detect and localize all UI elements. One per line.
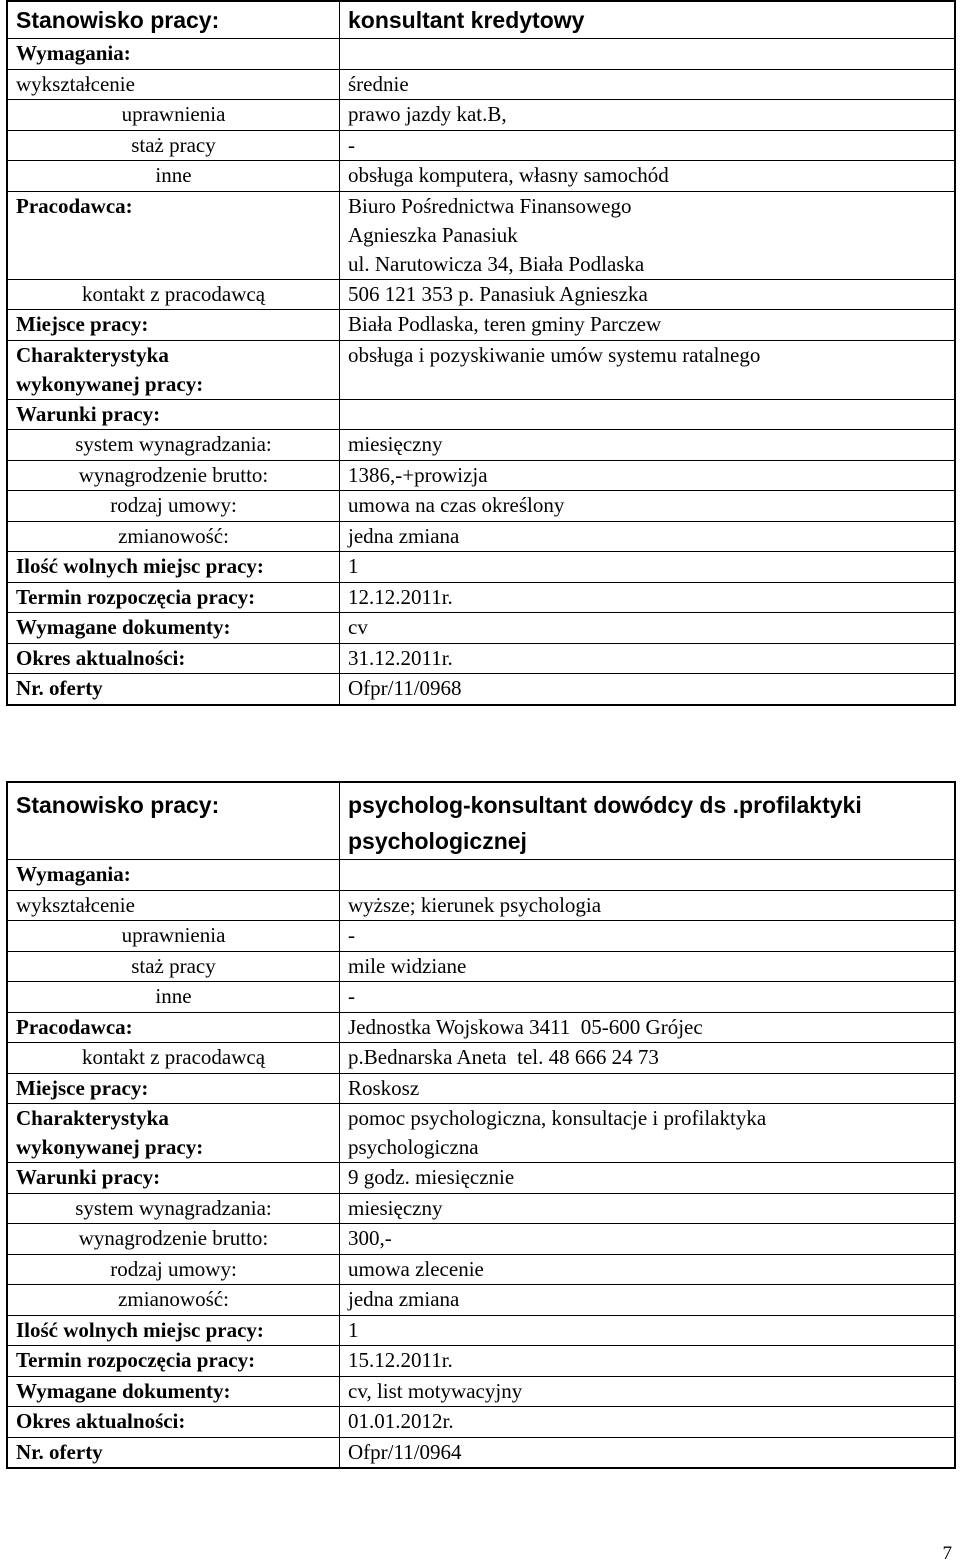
pracodawca-line: Biuro Pośrednictwa Finansowego bbox=[348, 193, 632, 218]
termin-label: Termin rozpoczęcia pracy: bbox=[8, 1346, 340, 1377]
inne-label: inne bbox=[8, 982, 340, 1013]
charakterystyka-label-line: Charakterystyka bbox=[16, 342, 169, 367]
charakterystyka-label-line: Charakterystyka bbox=[16, 1106, 169, 1130]
offer-table bbox=[7, 1, 955, 705]
row-nr bbox=[8, 1437, 955, 1468]
stanowisko-label: Stanowisko pracy: bbox=[8, 2, 340, 39]
charakterystyka-line: pomoc psychologiczna, konsultacje i profilaktyka bbox=[348, 1106, 767, 1130]
job-offer-card bbox=[6, 0, 956, 706]
charakterystyka-value bbox=[340, 1104, 955, 1163]
job-offer-card bbox=[6, 781, 956, 1469]
inne-label: inne bbox=[8, 161, 340, 192]
warunki-label: Warunki pracy: bbox=[8, 1163, 340, 1194]
wynagrodzenie-value: 1386,-+prowizja bbox=[340, 460, 955, 491]
row-stanowisko bbox=[8, 783, 955, 860]
stanowisko-line: psycholog-konsultant dowódcy ds .profilaktyki bbox=[348, 792, 862, 818]
uprawnienia-label: uprawnienia bbox=[8, 921, 340, 952]
nr-label: Nr. oferty bbox=[8, 674, 340, 705]
okres-label: Okres aktualności: bbox=[8, 643, 340, 674]
row-rodzaj bbox=[8, 491, 955, 522]
uprawnienia-label: uprawnienia bbox=[8, 100, 340, 131]
charakterystyka-value bbox=[340, 340, 955, 399]
miejsce-label: Miejsce pracy: bbox=[8, 1073, 340, 1104]
wymagania-value bbox=[340, 860, 955, 891]
ilosc-value: 1 bbox=[340, 1315, 955, 1346]
row-warunki bbox=[8, 399, 955, 430]
okres-value: 31.12.2011r. bbox=[340, 643, 955, 674]
pracodawca-line: ul. Narutowicza 34, Biała Podlaska bbox=[348, 251, 645, 276]
dokumenty-label: Wymagane dokumenty: bbox=[8, 613, 340, 644]
row-pracodawca bbox=[8, 191, 955, 279]
charakterystyka-line: obsługa i pozyskiwanie umów systemu ratalnego bbox=[348, 342, 761, 367]
offer-table bbox=[7, 782, 955, 1468]
row-wymagania bbox=[8, 860, 955, 891]
kontakt-label: kontakt z pracodawcą bbox=[8, 279, 340, 310]
row-dokumenty bbox=[8, 1376, 955, 1407]
row-okres bbox=[8, 1407, 955, 1438]
row-miejsce bbox=[8, 310, 955, 341]
rodzaj-label: rodzaj umowy: bbox=[8, 491, 340, 522]
row-zmianowosc bbox=[8, 1285, 955, 1316]
row-nr bbox=[8, 674, 955, 705]
row-miejsce bbox=[8, 1073, 955, 1104]
row-termin bbox=[8, 1346, 955, 1377]
row-ilosc bbox=[8, 1315, 955, 1346]
uprawnienia-value: - bbox=[340, 921, 955, 952]
page-number: 7 bbox=[942, 1543, 952, 1564]
row-wyksztalcenie bbox=[8, 890, 955, 921]
staz-value: mile widziane bbox=[340, 951, 955, 982]
row-wynagrodzenie bbox=[8, 460, 955, 491]
row-wyksztalcenie bbox=[8, 69, 955, 100]
row-zmianowosc bbox=[8, 521, 955, 552]
dokumenty-value: cv, list motywacyjny bbox=[340, 1376, 955, 1407]
wyksztalcenie-label: wykształcenie bbox=[8, 69, 340, 100]
wynagrodzenie-value: 300,- bbox=[340, 1224, 955, 1255]
zmianowosc-value: jedna zmiana bbox=[340, 521, 955, 552]
row-kontakt bbox=[8, 1043, 955, 1074]
staz-value: - bbox=[340, 130, 955, 161]
wymagania-label: Wymagania: bbox=[8, 860, 340, 891]
wynagrodzenie-label: wynagrodzenie brutto: bbox=[8, 460, 340, 491]
system-label: system wynagradzania: bbox=[8, 430, 340, 461]
wynagrodzenie-label: wynagrodzenie brutto: bbox=[8, 1224, 340, 1255]
miejsce-value: Biała Podlaska, teren gminy Parczew bbox=[340, 310, 955, 341]
termin-value: 15.12.2011r. bbox=[340, 1346, 955, 1377]
ilosc-label: Ilość wolnych miejsc pracy: bbox=[8, 552, 340, 583]
warunki-value: 9 godz. miesięcznie bbox=[340, 1163, 955, 1194]
ilosc-value: 1 bbox=[340, 552, 955, 583]
kontakt-value: p.Bednarska Aneta tel. 48 666 24 73 bbox=[340, 1043, 955, 1074]
warunki-value bbox=[340, 399, 955, 430]
system-label: system wynagradzania: bbox=[8, 1193, 340, 1224]
stanowisko-label: Stanowisko pracy: bbox=[8, 783, 340, 860]
kontakt-label: kontakt z pracodawcą bbox=[8, 1043, 340, 1074]
row-wynagrodzenie bbox=[8, 1224, 955, 1255]
row-stanowisko bbox=[8, 2, 955, 39]
row-okres bbox=[8, 643, 955, 674]
row-charakterystyka bbox=[8, 1104, 955, 1163]
row-system bbox=[8, 1193, 955, 1224]
rodzaj-value: umowa zlecenie bbox=[340, 1254, 955, 1285]
rodzaj-value: umowa na czas określony bbox=[340, 491, 955, 522]
termin-label: Termin rozpoczęcia pracy: bbox=[8, 582, 340, 613]
charakterystyka-label bbox=[8, 1104, 340, 1163]
dokumenty-label: Wymagane dokumenty: bbox=[8, 1376, 340, 1407]
nr-value: Ofpr/11/0964 bbox=[340, 1437, 955, 1468]
ilosc-label: Ilość wolnych miejsc pracy: bbox=[8, 1315, 340, 1346]
row-warunki bbox=[8, 1163, 955, 1194]
uprawnienia-value: prawo jazdy kat.B, bbox=[340, 100, 955, 131]
charakterystyka-label-line: wykonywanej pracy: bbox=[16, 371, 204, 396]
okres-value: 01.01.2012r. bbox=[340, 1407, 955, 1438]
dokumenty-value: cv bbox=[340, 613, 955, 644]
stanowisko-value: konsultant kredytowy bbox=[340, 2, 955, 39]
staz-label: staż pracy bbox=[8, 951, 340, 982]
row-inne bbox=[8, 161, 955, 192]
system-value: miesięczny bbox=[340, 1193, 955, 1224]
row-inne bbox=[8, 982, 955, 1013]
pracodawca-line: Agnieszka Panasiuk bbox=[348, 222, 518, 247]
inne-value: obsługa komputera, własny samochód bbox=[340, 161, 955, 192]
row-rodzaj bbox=[8, 1254, 955, 1285]
wymagania-label: Wymagania: bbox=[8, 39, 340, 70]
charakterystyka-label bbox=[8, 340, 340, 399]
row-staz bbox=[8, 951, 955, 982]
row-uprawnienia bbox=[8, 921, 955, 952]
pracodawca-value: Jednostka Wojskowa 3411 05-600 Grójec bbox=[340, 1012, 955, 1043]
row-termin bbox=[8, 582, 955, 613]
row-uprawnienia bbox=[8, 100, 955, 131]
row-ilosc bbox=[8, 552, 955, 583]
kontakt-value: 506 121 353 p. Panasiuk Agnieszka bbox=[340, 279, 955, 310]
stanowisko-line: psychologicznej bbox=[348, 828, 527, 854]
nr-value: Ofpr/11/0968 bbox=[340, 674, 955, 705]
wyksztalcenie-label: wykształcenie bbox=[8, 890, 340, 921]
row-system bbox=[8, 430, 955, 461]
system-value: miesięczny bbox=[340, 430, 955, 461]
row-kontakt bbox=[8, 279, 955, 310]
row-wymagania bbox=[8, 39, 955, 70]
warunki-label: Warunki pracy: bbox=[8, 399, 340, 430]
zmianowosc-label: zmianowość: bbox=[8, 521, 340, 552]
okres-label: Okres aktualności: bbox=[8, 1407, 340, 1438]
wymagania-value bbox=[340, 39, 955, 70]
charakterystyka-line: psychologiczna bbox=[348, 1135, 479, 1159]
miejsce-label: Miejsce pracy: bbox=[8, 310, 340, 341]
inne-value: - bbox=[340, 982, 955, 1013]
termin-value: 12.12.2011r. bbox=[340, 582, 955, 613]
row-charakterystyka bbox=[8, 340, 955, 399]
wyksztalcenie-value: średnie bbox=[340, 69, 955, 100]
miejsce-value: Roskosz bbox=[340, 1073, 955, 1104]
wyksztalcenie-value: wyższe; kierunek psychologia bbox=[340, 890, 955, 921]
rodzaj-label: rodzaj umowy: bbox=[8, 1254, 340, 1285]
row-staz bbox=[8, 130, 955, 161]
row-pracodawca bbox=[8, 1012, 955, 1043]
stanowisko-value bbox=[340, 783, 955, 860]
zmianowosc-label: zmianowość: bbox=[8, 1285, 340, 1316]
zmianowosc-value: jedna zmiana bbox=[340, 1285, 955, 1316]
nr-label: Nr. oferty bbox=[8, 1437, 340, 1468]
pracodawca-label: Pracodawca: bbox=[8, 1012, 340, 1043]
pracodawca-value bbox=[340, 191, 955, 279]
charakterystyka-label-line: wykonywanej pracy: bbox=[16, 1135, 204, 1159]
staz-label: staż pracy bbox=[8, 130, 340, 161]
pracodawca-label: Pracodawca: bbox=[8, 191, 340, 279]
row-dokumenty bbox=[8, 613, 955, 644]
